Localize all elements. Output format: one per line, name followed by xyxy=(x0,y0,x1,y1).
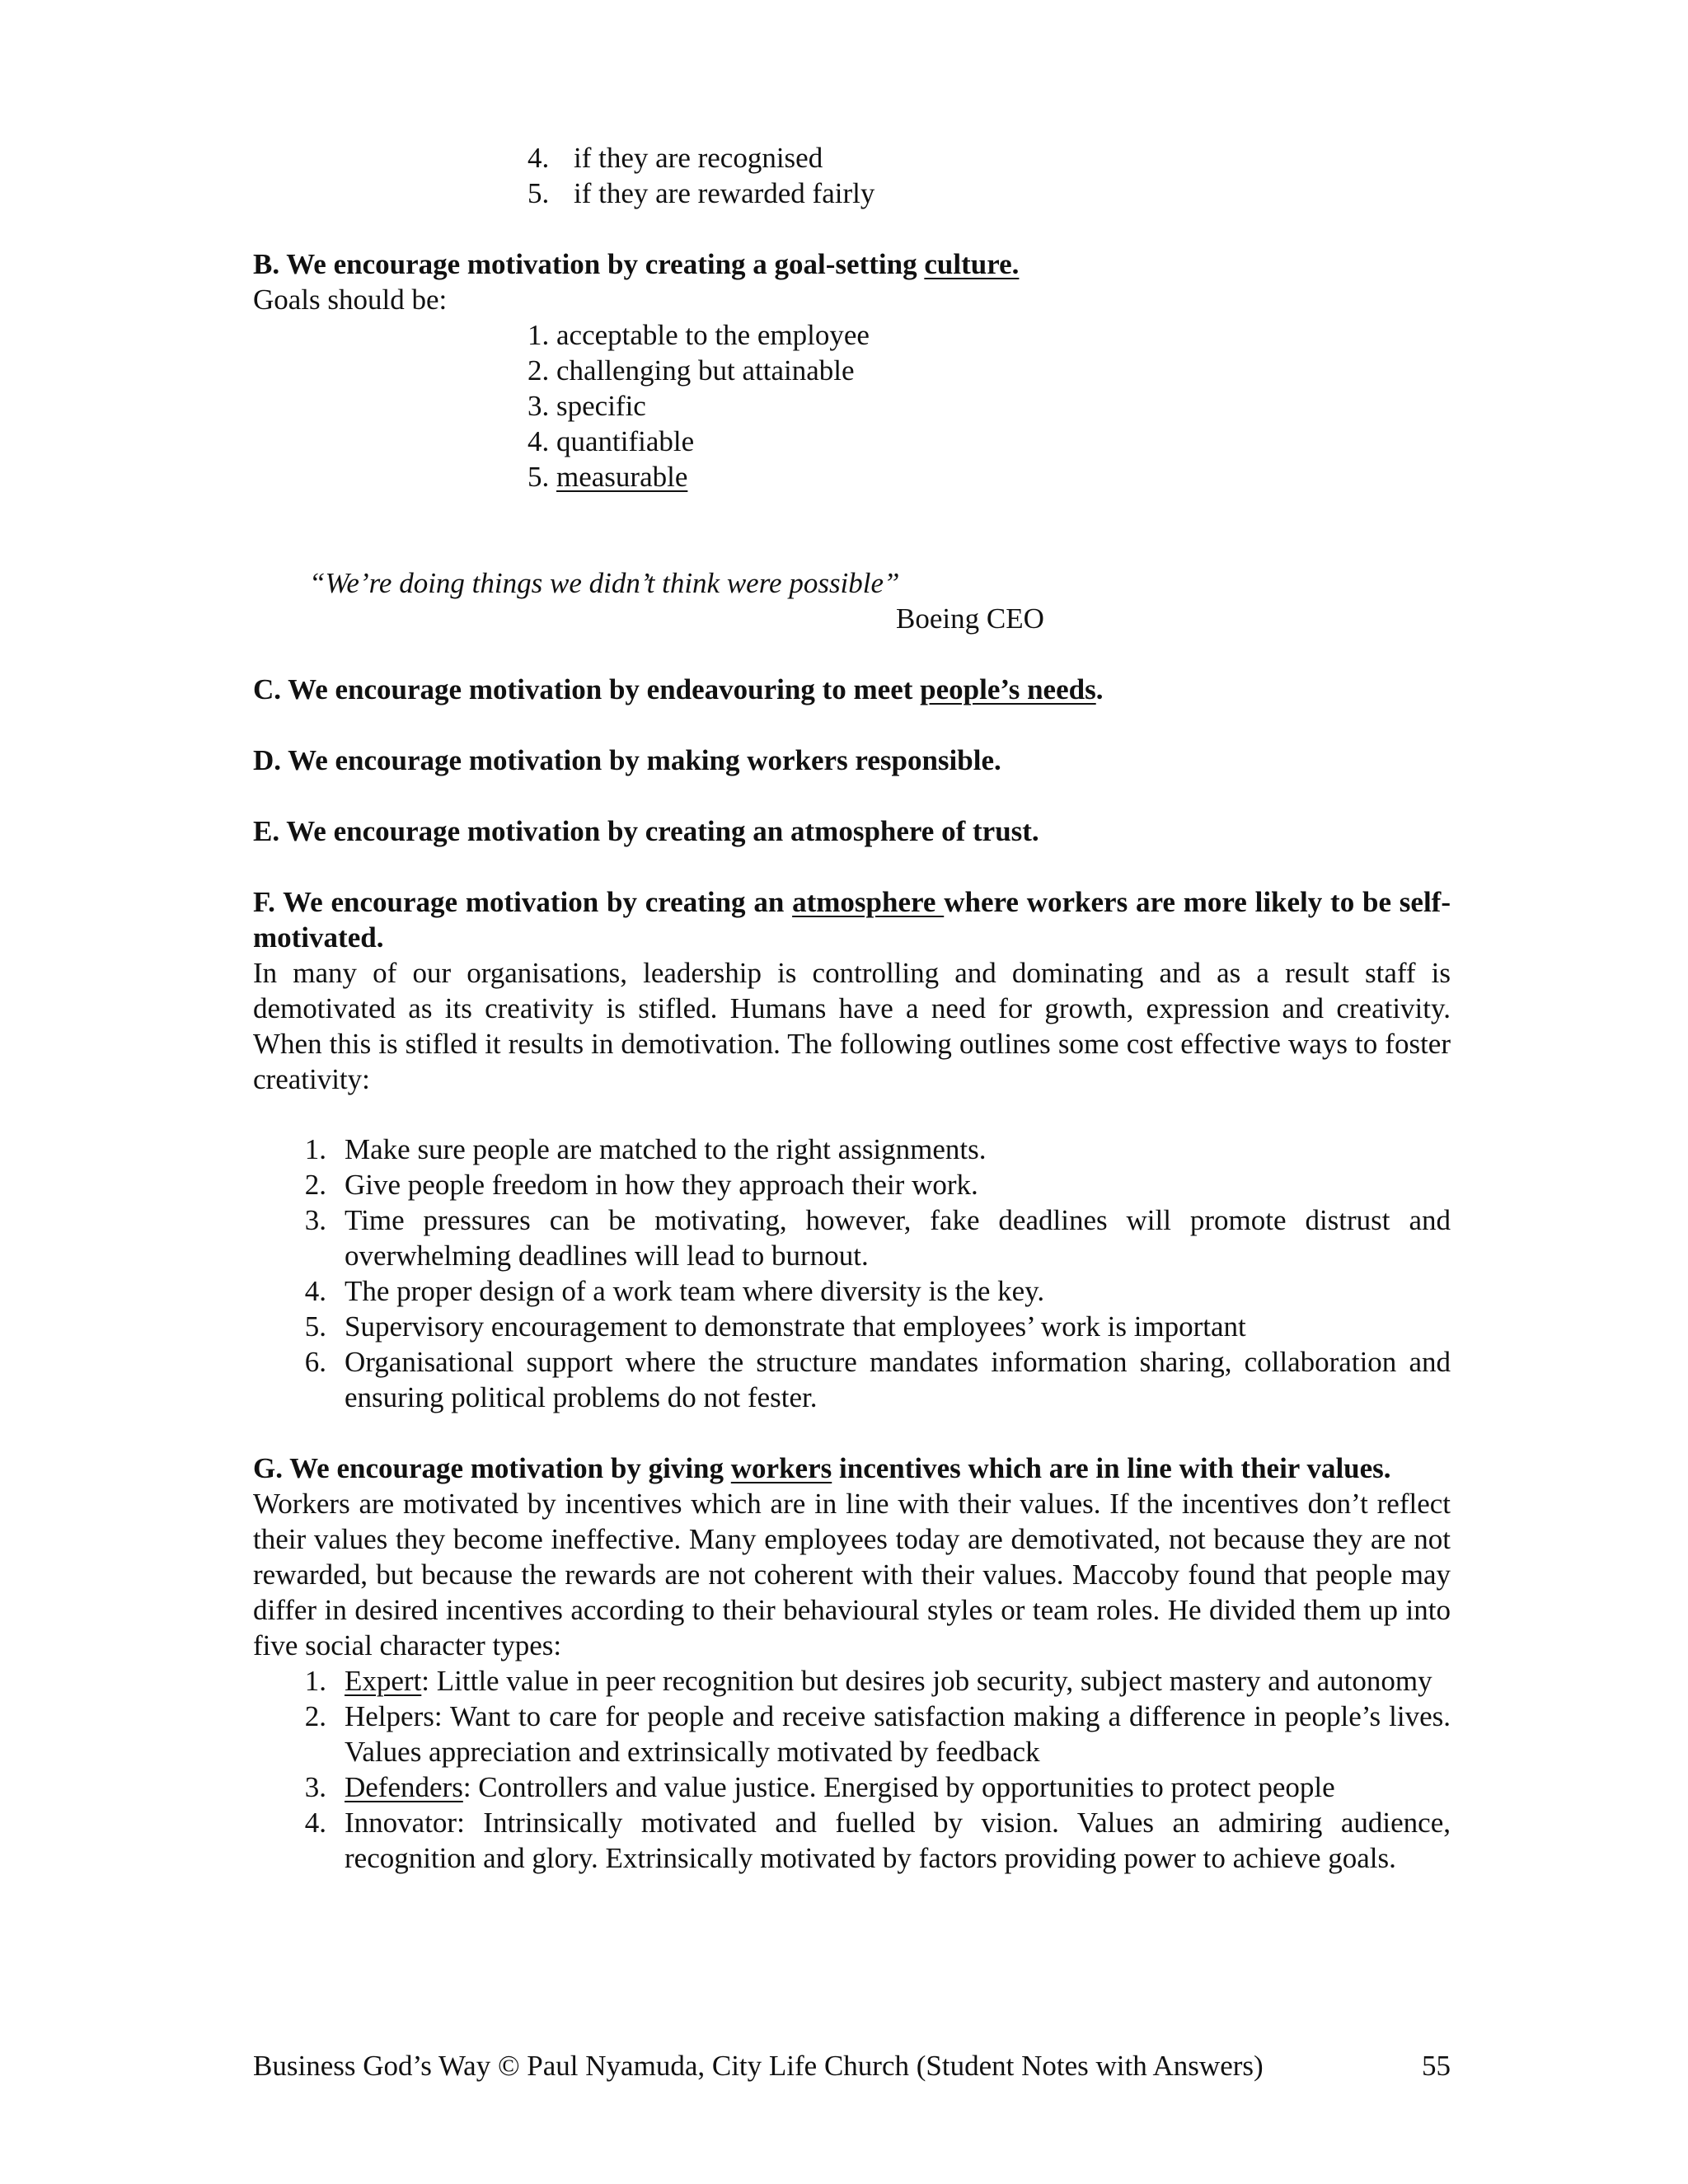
list-number: 5. xyxy=(528,177,550,209)
top-list xyxy=(528,140,1451,211)
list-item: 1. acceptable to the employee xyxy=(528,319,870,351)
list-item: 1. Make sure people are matched to the right assignments. xyxy=(304,1133,987,1165)
list-item: 2. Give people freedom in how they approach their work. xyxy=(304,1169,978,1201)
section-c-heading: C. We encourage motivation by endeavouring to meet people’s needs. xyxy=(253,673,1104,705)
section-d-heading: D. We encourage motivation by making workers responsible. xyxy=(253,744,1001,776)
list-item xyxy=(528,140,1451,176)
list-text: if they are recognised xyxy=(574,142,823,174)
quote-text: “We’re doing things we didn’t think were possible” xyxy=(309,567,900,599)
page-footer xyxy=(253,2048,1451,2083)
section-f-heading: F. We encourage motivation by creating an atmosphere where workers are more likely to be self-motivated. xyxy=(253,886,1451,954)
character-types-list xyxy=(253,1663,1451,1876)
list-number: 4. xyxy=(528,142,550,174)
quote-attribution: Boeing CEO xyxy=(896,602,1044,635)
list-item: 1. Expert: Little value in peer recognition but desires job security, subject mastery and autonomy xyxy=(304,1665,1432,1697)
footer-text: Business God’s Way © Paul Nyamuda, City Life Church (Student Notes with Answers) xyxy=(253,2050,1264,2082)
list-item: 6. Organisational support where the structure mandates information sharing, collaboration and ensuring political problems do not fester. xyxy=(304,1346,1451,1413)
section-b-heading: B. We encourage motivation by creating a goal-setting culture. xyxy=(253,248,1020,280)
goals-list xyxy=(528,317,1451,494)
list-item xyxy=(528,176,1451,211)
list-item: 2. challenging but attainable xyxy=(528,354,855,387)
list-text: if they are rewarded fairly xyxy=(574,177,875,209)
document-page xyxy=(253,140,1451,1876)
list-item: 3. specific xyxy=(528,390,646,422)
list-item: 2. Helpers: Want to care for people and receive satisfaction making a difference in people’s lives. Values appreciation and extrinsically motivated by feedback xyxy=(304,1700,1451,1768)
creativity-list xyxy=(253,1132,1451,1415)
section-f-body: In many of our organisations, leadership is controlling and dominating and as a result staff is demotivated as its creativity is stifled. Humans have a need for growth, expression and creativity. When this is stifled it results in demotivation. The following outlines some cost effective ways to foster creativity: xyxy=(253,957,1451,1095)
section-b-intro: Goals should be: xyxy=(253,284,448,316)
list-item: 5. measurable xyxy=(528,461,688,493)
list-item: 4. The proper design of a work team where diversity is the key. xyxy=(304,1275,1045,1307)
page-number: 55 xyxy=(1422,2050,1451,2082)
section-g-body: Workers are motivated by incentives which are in line with their values. If the incentives don’t reflect their values they become ineffective. Many employees today are demotivated, not because they are not rewarded, but because the rewards are not coherent with their values. Maccoby found that people may differ in desired incentives according to their behavioural styles or team roles. He divided them up into five social character types: xyxy=(253,1488,1451,1661)
section-g-heading: G. We encourage motivation by giving workers incentives which are in line with their values. xyxy=(253,1452,1391,1484)
list-item: 3. Defenders: Controllers and value justice. Energised by opportunities to protect people xyxy=(304,1771,1335,1803)
list-item: 3. Time pressures can be motivating, however, fake deadlines will promote distrust and overwhelming deadlines will lead to burnout. xyxy=(304,1204,1451,1272)
section-e-heading: E. We encourage motivation by creating an atmosphere of trust. xyxy=(253,815,1039,847)
list-item: 4. Innovator: Intrinsically motivated and fuelled by vision. Values an admiring audience, recognition and glory. Extrinsically motivated by factors providing power to achieve goals. xyxy=(304,1807,1451,1874)
list-item: 5. Supervisory encouragement to demonstrate that employees’ work is important xyxy=(304,1310,1246,1343)
list-item: 4. quantifiable xyxy=(528,425,695,457)
